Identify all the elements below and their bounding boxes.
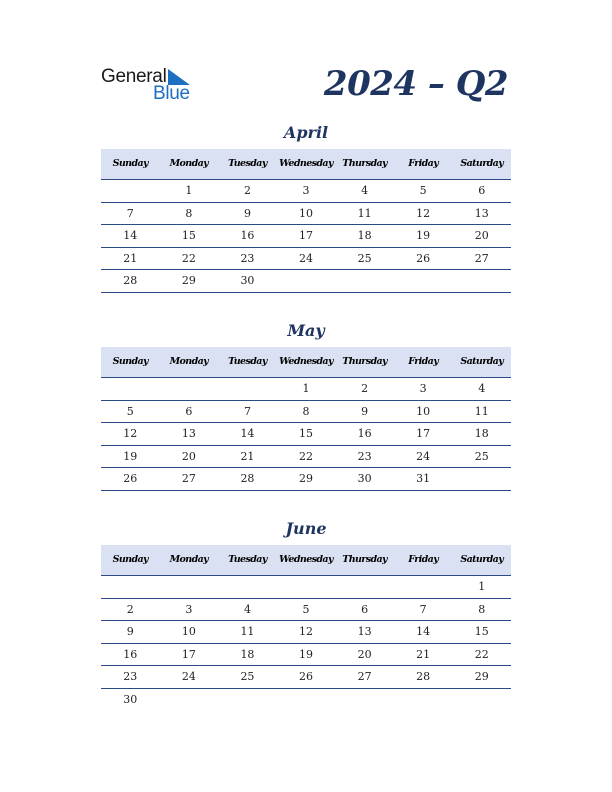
day-cell: 12 bbox=[123, 427, 138, 440]
weekday-header-row bbox=[101, 149, 511, 180]
day-cell bbox=[101, 378, 160, 400]
week-row bbox=[101, 666, 511, 689]
day-cell: 20 bbox=[474, 229, 489, 242]
day-cell: 21 bbox=[240, 449, 255, 463]
day-cell bbox=[160, 576, 219, 598]
day-cell: 5 bbox=[419, 184, 427, 197]
weekday-label: Friday bbox=[408, 356, 439, 367]
day-cell: 15 bbox=[299, 427, 314, 440]
day-cell: 6 bbox=[361, 602, 369, 616]
day-cell bbox=[335, 270, 394, 292]
day-cell: 4 bbox=[478, 382, 486, 395]
day-cell: 9 bbox=[126, 625, 134, 638]
week-row bbox=[101, 644, 511, 667]
weekday-label: Wednesday bbox=[279, 554, 333, 565]
weekday-label: Saturday bbox=[460, 554, 504, 565]
day-cell: 30 bbox=[123, 692, 138, 706]
week-row bbox=[101, 423, 511, 446]
day-cell: 23 bbox=[123, 670, 138, 683]
month-april bbox=[101, 123, 511, 293]
page-title: 2024 – Q2 bbox=[323, 64, 508, 104]
day-cell: 23 bbox=[240, 251, 255, 265]
day-cell: 16 bbox=[357, 427, 372, 440]
day-cell: 9 bbox=[361, 404, 369, 418]
weekday-label: Sunday bbox=[112, 554, 148, 565]
day-cell: 24 bbox=[299, 251, 314, 265]
day-cell bbox=[160, 378, 219, 400]
day-cell bbox=[160, 689, 219, 711]
day-cell: 25 bbox=[474, 449, 489, 463]
weekday-label: Monday bbox=[169, 356, 209, 367]
day-cell bbox=[218, 378, 277, 400]
month-may bbox=[101, 321, 511, 491]
weekday-label: Sunday bbox=[112, 158, 148, 169]
week-row bbox=[101, 599, 511, 622]
day-cell bbox=[394, 576, 453, 598]
day-cell: 13 bbox=[181, 427, 196, 440]
day-cell: 4 bbox=[361, 184, 369, 197]
day-cell: 19 bbox=[416, 229, 431, 242]
day-cell bbox=[452, 468, 511, 490]
day-cell: 25 bbox=[357, 251, 372, 265]
weekday-label: Tuesday bbox=[228, 158, 267, 169]
weekday-label: Thursday bbox=[342, 554, 387, 565]
day-cell bbox=[277, 270, 336, 292]
week-row bbox=[101, 203, 511, 226]
day-cell: 7 bbox=[243, 404, 251, 418]
day-cell: 5 bbox=[302, 602, 310, 616]
day-cell: 22 bbox=[181, 251, 196, 265]
weekday-label: Tuesday bbox=[228, 554, 267, 565]
week-row bbox=[101, 576, 511, 599]
day-cell: 13 bbox=[357, 625, 372, 638]
day-cell: 28 bbox=[240, 472, 255, 485]
day-cell: 8 bbox=[478, 602, 486, 616]
day-cell: 17 bbox=[416, 427, 431, 440]
day-cell: 28 bbox=[416, 670, 431, 683]
day-cell: 16 bbox=[123, 647, 138, 661]
day-cell: 2 bbox=[243, 184, 251, 197]
day-cell: 14 bbox=[123, 229, 138, 242]
day-cell: 18 bbox=[357, 229, 372, 242]
day-cell: 25 bbox=[240, 670, 255, 683]
day-cell: 12 bbox=[416, 206, 431, 220]
day-cell: 9 bbox=[243, 206, 251, 220]
day-cell: 8 bbox=[185, 206, 193, 220]
week-row bbox=[101, 468, 511, 491]
day-cell bbox=[218, 576, 277, 598]
month-title: April bbox=[283, 123, 329, 142]
logo-text-general: General bbox=[101, 66, 167, 87]
day-cell: 18 bbox=[474, 427, 489, 440]
weekday-label: Thursday bbox=[342, 356, 387, 367]
day-cell: 27 bbox=[357, 670, 372, 683]
day-cell: 21 bbox=[416, 647, 431, 661]
week-row bbox=[101, 270, 511, 293]
day-cell: 22 bbox=[299, 449, 314, 463]
day-cell bbox=[277, 689, 336, 711]
day-cell bbox=[394, 689, 453, 711]
weekday-label: Saturday bbox=[460, 356, 504, 367]
day-cell: 26 bbox=[416, 251, 431, 265]
weekday-label: Friday bbox=[408, 554, 439, 565]
week-row bbox=[101, 248, 511, 271]
day-cell: 3 bbox=[185, 602, 193, 616]
day-cell: 30 bbox=[357, 472, 372, 485]
generalblue-logo bbox=[101, 66, 201, 106]
week-row bbox=[101, 378, 511, 401]
day-cell: 22 bbox=[474, 647, 489, 661]
day-cell: 3 bbox=[302, 184, 310, 197]
weekday-label: Tuesday bbox=[228, 356, 267, 367]
week-row bbox=[101, 225, 511, 248]
month-title: May bbox=[287, 321, 325, 340]
day-cell: 5 bbox=[126, 404, 134, 418]
day-cell bbox=[101, 576, 160, 598]
day-cell: 20 bbox=[357, 647, 372, 661]
day-cell: 1 bbox=[185, 184, 193, 197]
day-cell: 31 bbox=[416, 472, 431, 485]
week-row bbox=[101, 401, 511, 424]
day-cell: 24 bbox=[416, 449, 431, 463]
week-row bbox=[101, 180, 511, 203]
day-cell: 19 bbox=[123, 449, 138, 463]
day-cell: 15 bbox=[474, 625, 489, 638]
day-cell: 27 bbox=[181, 472, 196, 485]
day-cell: 19 bbox=[299, 647, 314, 661]
day-cell: 12 bbox=[299, 625, 314, 638]
day-cell bbox=[277, 576, 336, 598]
day-cell: 26 bbox=[123, 472, 138, 485]
day-cell: 14 bbox=[416, 625, 431, 638]
day-cell: 23 bbox=[357, 449, 372, 463]
day-cell bbox=[452, 270, 511, 292]
day-cell: 29 bbox=[299, 472, 314, 485]
day-cell bbox=[101, 180, 160, 202]
day-cell: 17 bbox=[299, 229, 314, 242]
day-cell: 20 bbox=[181, 449, 196, 463]
weekday-label: Friday bbox=[408, 158, 439, 169]
day-cell: 2 bbox=[126, 602, 134, 616]
day-cell: 3 bbox=[419, 382, 427, 395]
day-cell: 1 bbox=[302, 382, 310, 395]
day-cell: 29 bbox=[474, 670, 489, 683]
logo-text-blue: Blue bbox=[153, 83, 190, 104]
week-row bbox=[101, 446, 511, 469]
weekday-label: Monday bbox=[169, 158, 209, 169]
day-cell: 28 bbox=[123, 274, 138, 287]
week-row bbox=[101, 689, 511, 711]
day-cell: 16 bbox=[240, 229, 255, 242]
day-cell: 2 bbox=[361, 382, 369, 395]
weekday-label: Wednesday bbox=[279, 158, 333, 169]
day-cell: 6 bbox=[478, 184, 486, 197]
weekday-label: Saturday bbox=[460, 158, 504, 169]
day-cell: 10 bbox=[181, 625, 196, 638]
day-cell: 13 bbox=[474, 206, 489, 220]
day-cell bbox=[394, 270, 453, 292]
day-cell bbox=[335, 576, 394, 598]
day-cell bbox=[335, 689, 394, 711]
day-cell: 1 bbox=[478, 580, 486, 593]
day-cell: 14 bbox=[240, 427, 255, 440]
day-cell: 7 bbox=[126, 206, 134, 220]
day-cell: 15 bbox=[181, 229, 196, 242]
weekday-label: Wednesday bbox=[279, 356, 333, 367]
weekday-label: Sunday bbox=[112, 356, 148, 367]
day-cell: 17 bbox=[181, 647, 196, 661]
day-cell: 27 bbox=[474, 251, 489, 265]
day-cell bbox=[218, 689, 277, 711]
day-cell: 30 bbox=[240, 274, 255, 287]
day-cell: 10 bbox=[299, 206, 314, 220]
day-cell: 6 bbox=[185, 404, 193, 418]
day-cell: 11 bbox=[474, 404, 489, 418]
day-cell bbox=[452, 689, 511, 711]
day-cell: 11 bbox=[357, 206, 372, 220]
weekday-header-row bbox=[101, 347, 511, 378]
day-cell: 7 bbox=[419, 602, 427, 616]
day-cell: 21 bbox=[123, 251, 138, 265]
day-cell: 10 bbox=[416, 404, 431, 418]
week-row bbox=[101, 621, 511, 644]
day-cell: 18 bbox=[240, 647, 255, 661]
weekday-label: Thursday bbox=[342, 158, 387, 169]
month-june bbox=[101, 519, 511, 710]
day-cell: 8 bbox=[302, 404, 310, 418]
day-cell: 4 bbox=[243, 602, 251, 616]
month-title: June bbox=[285, 519, 327, 538]
weekday-header-row bbox=[101, 545, 511, 576]
day-cell: 29 bbox=[181, 274, 196, 287]
day-cell: 24 bbox=[181, 670, 196, 683]
day-cell: 11 bbox=[240, 625, 255, 638]
day-cell: 26 bbox=[299, 670, 314, 683]
weekday-label: Monday bbox=[169, 554, 209, 565]
